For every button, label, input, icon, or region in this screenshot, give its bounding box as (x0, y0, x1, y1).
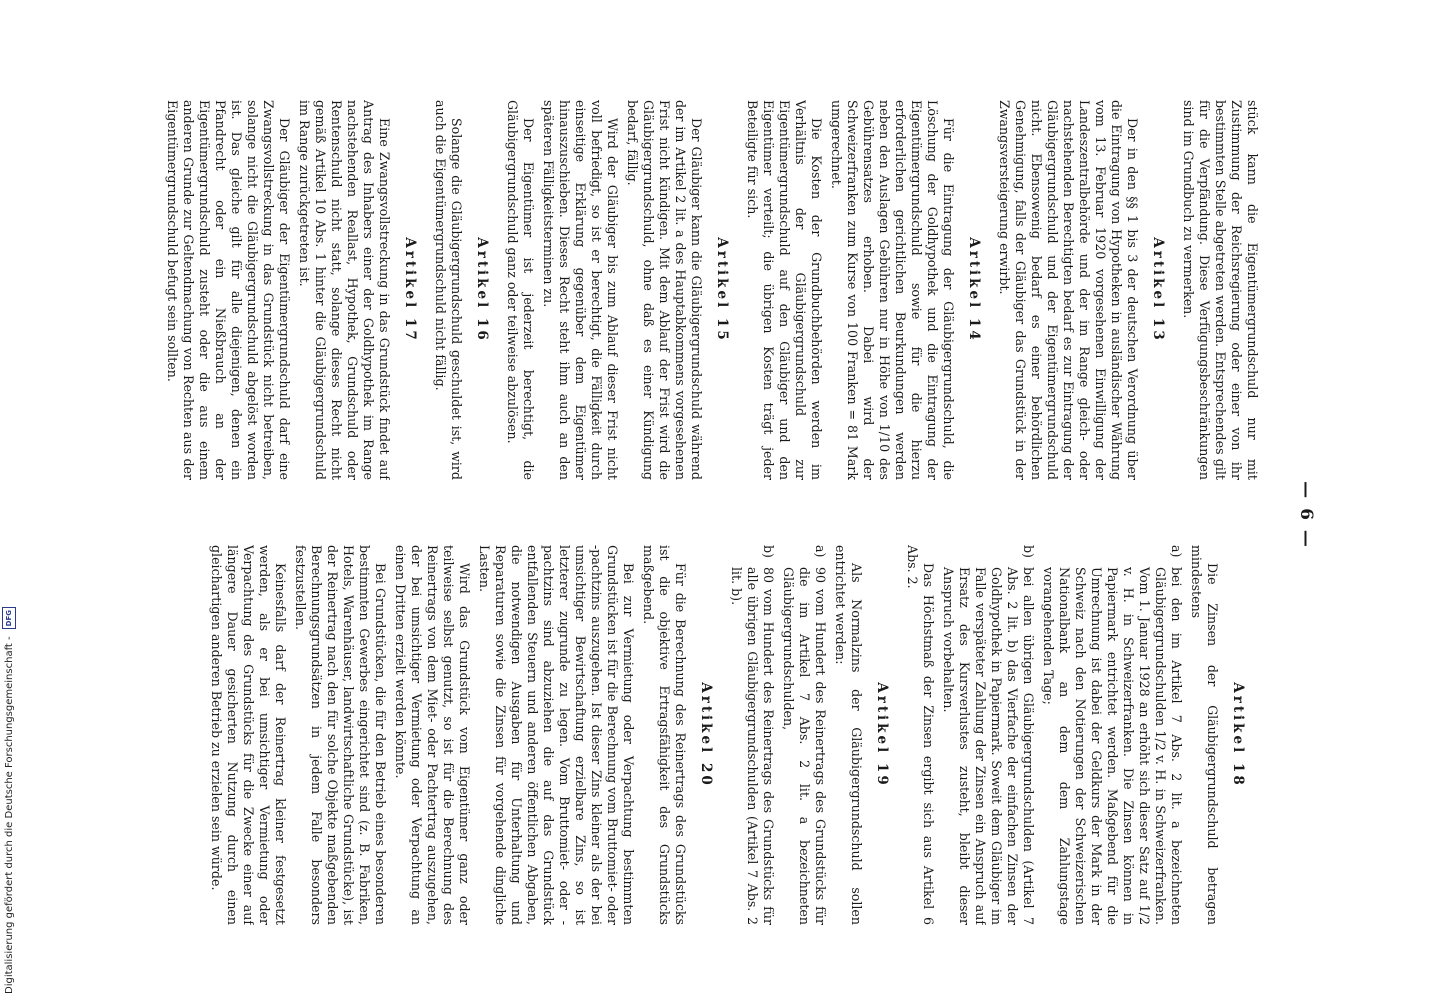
article-14-paragraph-2: Die Kosten der Grundbuchbehörden werden im Verhältnis der Gläubigergrundschuld zur Eigentümergrundschuld auf den Gläubiger und den Eigentümer verteilt; die übrigen Kosten trägt jeder Beteiligte für sich. (745, 100, 824, 480)
dfg-logo-icon: DFG (2, 607, 16, 629)
article-15-paragraph-1: Der Gläubiger kann die Gläubigergrundschuld während der im Artikel 2 lit. a des Hauptabkommens vorgesehenen Frist nicht kündigen. Mit dem Ablauf der Frist wird die Gläubigergrundschuld, ohne daß es einer Kündigung bedarf, fällig. (625, 100, 704, 480)
article-13-paragraph: Der in den §§ 1 bis 3 der deutschen Verordnung über die Eintragung von Hypotheken in ausländischer Währung vom 13. Februar 1920 vorgesehenen Einwilligung der Landeszentralbehörde und der im Range gleich- oder nachstehenden Berechtigten bedarf es zur Eintragung der Gläubigergrundschuld und der Eigentümergrundschuld nicht. Ebensowenig bedarf es einer behördlichen Genehmigung, falls der Gläubiger das Grundstück in der Zwangsversteigerung erwirbt. (997, 100, 1140, 480)
article-20-paragraph-1: Für die Berechnung des Reinertrags des Grundstücks ist die objektive Ertragsfähigkeit des Grundstücks maßgebend. (641, 545, 688, 925)
list-marker: a) (1169, 545, 1184, 558)
article-13-heading: Artikel 13 (1150, 237, 1166, 343)
article-20-paragraph-3: Wird das Grundstück vom Eigentümer ganz oder teilweise selbst genutzt, so ist für die Berechnung des Reinertrags von dem Miet- oder Pachtertrag auszugehen, der bei umsichtiger Vermietung oder Verpachtung an einen Dritten erzielt werden könnte. (393, 545, 472, 925)
article-20-heading: Artikel 20 (698, 682, 714, 788)
article-17-paragraph-2: Der Gläubiger der Eigentümergrundschuld darf eine Zwangsvollstreckung in das Grundstück nicht betreiben, solange nicht die Gläubigergrundschuld abgelöst worden ist. Das gleiche gilt für alle diejenigen, denen ein Pfandrecht oder ein Nießbrauch an der Eigentümergrundschuld zusteht oder die aus einem anderen Grunde zur Geltendmachung von Rechten aus der Eigentümergrundschuld befugt sein sollten. (165, 100, 292, 480)
page-number: — 6 — (1296, 481, 1316, 549)
article-14-paragraph-1: Für die Eintragung der Gläubigergrundschuld, die Löschung der Goldhypothek und die Eintragung der Eigentümergrundschuld sowie für die hierzu erforderlichen gerichtlichen Beurkundungen werden neben den Auslagen Gebühren nur in Höhe von 1/10 des Gebührensatzes erhoben. Dabei wird der Schweizerfranken zum Kurse von 100 Franken = 81 Mark umgerechnet. (829, 100, 956, 480)
list-item-text: 80 vom Hundert des Reinertrags des Grundstücks für alle übrigen Gläubigergrundschulden (Artikel 7 Abs. 2 lit. b). (729, 567, 776, 925)
article-20-paragraph-2: Bei zur Vermietung oder Verpachtung bestimmten Grundstücken ist für die Berechnung vom Bruttomiet- oder -pachtzins auszugehen. Ist dieser Zins kleiner als der bei umsichtiger Bewirtschaftung erzielbare Zins, so ist letzterer zugrunde zu legen. Vom Bruttomiet- oder -pachtzins sind abzuziehen die auf das Grundstück entfallenden Steuern und anderen öffentlichen Abgaben, die notwendigen Ausgaben für Unterhaltung und Reparaturen sowie die Zinsen für vorgehende dingliche Lasten. (477, 545, 636, 925)
article-18-item-b (940, 545, 1036, 925)
article-15-paragraph-2: Wird der Gläubiger bis zum Ablauf dieser Frist nicht voll befriedigt, so ist er berechtigt, die Fälligkeit durch einseitige Erklärung gegenüber dem Eigentümer hinauszuschieben. Dieses Recht steht ihm auch an den späteren Fälligkeitsterminen zu. (541, 100, 620, 480)
list-marker: b) (1021, 545, 1036, 558)
article-18-item-a (1040, 545, 1184, 925)
article-15-heading: Artikel 15 (714, 237, 730, 343)
article-19-intro: Als Normalzins der Gläubigergrundschuld sollen entrichtet werden: (833, 545, 864, 925)
credit-text: Digitalisierung gefördert durch die Deutsche Forschungsgemeinschaft - (4, 636, 15, 994)
article-17-heading: Artikel 17 (402, 237, 418, 343)
digitization-credit (0, 4, 22, 994)
article-19-item-b (728, 545, 776, 925)
list-marker: a) (813, 545, 828, 558)
credit-line (2, 607, 16, 994)
article-19-heading: Artikel 19 (874, 682, 890, 788)
rotated-page (120, 100, 1330, 930)
article-15-paragraph-3: Der Eigentümer ist jederzeit berechtigt, die Gläubigergrundschuld ganz oder teilweise abzulösen. (505, 100, 536, 480)
article-18-intro: Die Zinsen der Gläubigergrundschuld betragen mindestens (1189, 545, 1220, 925)
list-item-text: bei den im Artikel 7 Abs. 2 lit. a bezeichneten Gläubigergrundschulden 1/2 v. H. in Schweizerfranken. Vom 1. Januar 1928 an erhöht sich dieser Satz auf 1/2 v. H. in Schweizerfranken. Die Zinsen können in Papiermark entrichtet werden. Maßgebend für die Umrechnung ist dabei der Geldkurs der Mark in der Schweiz nach den Notierungen der Schweizerischen Nationalbank an dem dem Zahlungstage vorangehenden Tage; (1041, 567, 1184, 925)
article-16-heading: Artikel 16 (474, 237, 490, 343)
article-20-paragraph-5: Keinesfalls darf der Reinertrag kleiner festgesetzt werden, als er bei umsichtiger Vermietung oder Verpachtung des Grundstücks für die Zwecke einer auf längere Dauer gesicherten Nutzung durch einen gleichartigen anderen Betrieb zu erzielen sein würde. (209, 545, 288, 925)
article-20-paragraph-4: Bei Grundstücken, die für den Betrieb eines besonderen bestimmten Gewerbes eingerichtet sind (z. B. Fabriken, Hotels, Warenhäuser, landwirtschaftliche Grundstücke), ist der Reinertrag nach den für solche Objekte maßgebenden Berechnungsgrundsätzen in jedem Falle besonders festzustellen. (293, 545, 388, 925)
list-item-text: bei allen übrigen Gläubigergrundschulden (Artikel 7 Abs. 2 lit. b) das Vierfache der einfachen Zinsen der Goldhypothek in Papiermark. Soweit dem Gläubiger im Falle verspäteter Zahlung der Zinsen ein Anspruch auf Ersatz des Kursverlustes zusteht, bleibt dieser Anspruch vorbehalten. (941, 567, 1036, 925)
list-item-text: 90 vom Hundert des Reinertrags des Grundstücks für die im Artikel 7 Abs. 2 lit. a bezeichneten Gläubigergrundschulden, (781, 567, 828, 925)
right-column (140, 545, 1260, 925)
article-17-paragraph-1: Eine Zwangsvollstreckung in das Grundstück findet auf Antrag des Inhabers einer der Goldhypothek im Range nachstehenden Reallast, Hypothek, Grundschuld oder Rentenschuld nicht statt, solange dieses Recht nicht gemäß Artikel 10 Abs. 1 hinter die Gläubigergrundschuld im Range zurückgetreten ist. (297, 100, 392, 480)
article-16-paragraph: Solange die Gläubigergrundschuld geschuldet ist, wird auch die Eigentümergrundschuld nicht fällig. (433, 100, 464, 480)
article-18-heading: Artikel 18 (1230, 682, 1246, 788)
article-14-heading: Artikel 14 (966, 237, 982, 343)
article-18-closing: Das Höchstmaß der Zinsen ergibt sich aus Artikel 6 Abs. 2. (905, 545, 936, 925)
article-19-item-a (780, 545, 828, 925)
intro-paragraph: stück kann die Eigentümergrundschuld nur mit Zustimmung der Reichsregierung oder einer von ihr bestimmten Stelle abgetreten werden. Entsprechendes gilt für die Verpfändung. Diese Verfügungsbeschränkungen sind im Grundbuch zu vermerken. (1181, 100, 1260, 480)
list-marker: b) (761, 545, 776, 558)
left-column (140, 100, 1260, 480)
